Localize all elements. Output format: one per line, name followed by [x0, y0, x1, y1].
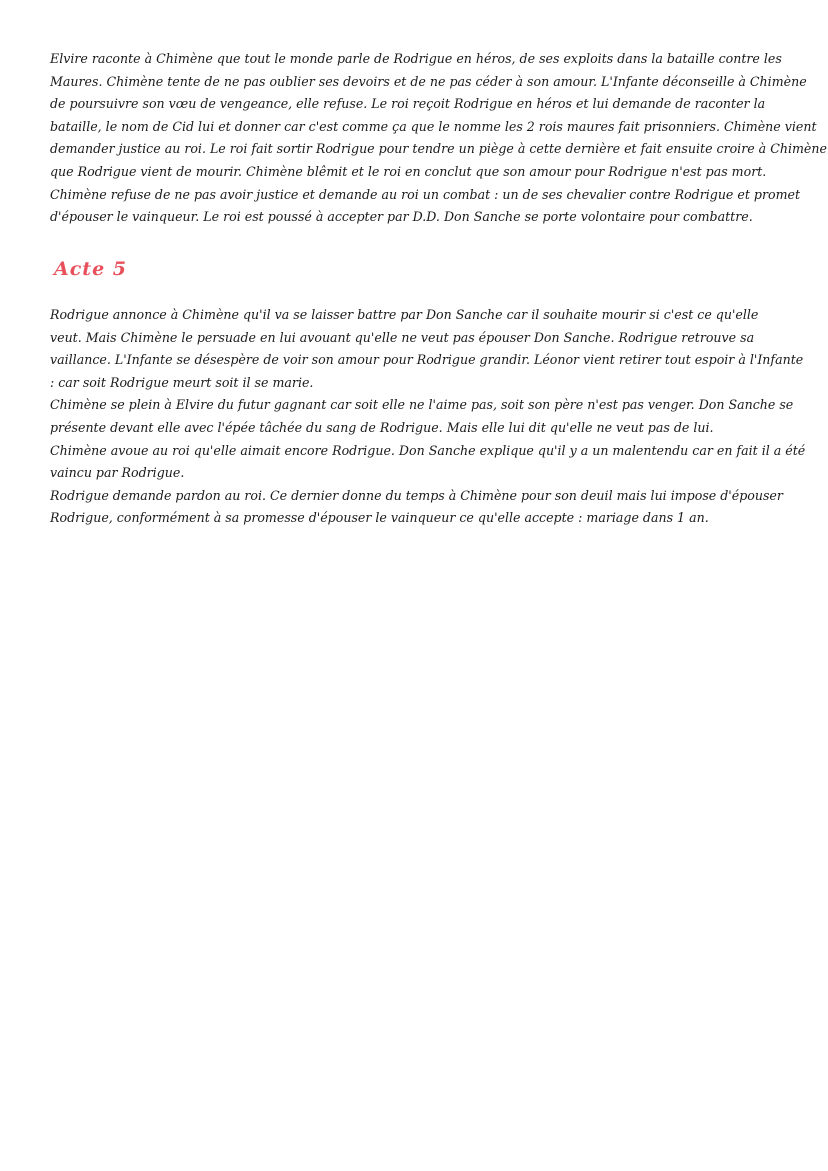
text-line: que Rodrigue vient de mourir. Chimène blêmit et le roi en conclut que son amour pour Rodrigue n'est pas mort. [50, 163, 767, 179]
text-line: bataille, le nom de Cid lui et donner car c'est comme ça que le nomme les 2 rois maures fait prisonniers. Chimène vient [50, 118, 817, 134]
text-line: de poursuivre son vœu de vengeance, elle refuse. Le roi reçoit Rodrigue en héros et lui demande de raconter la [50, 96, 766, 112]
text-line: veut. Mais Chimène le persuade en lui avouant qu'elle ne veut pas épouser Don Sanche. Rodrigue retrouve sa [50, 329, 755, 345]
text-line: Rodrigue annonce à Chimène qu'il va se laisser battre par Don Sanche car il souhaite mourir si c'est ce qu'elle [50, 307, 759, 322]
acte4-summary-paragraph [50, 48, 827, 229]
acte5-summary-paragraph [50, 304, 806, 530]
text-line: Maures. Chimène tente de ne pas oublier ses devoirs et de ne pas céder à son amour. L'Infante déconseille à Chimène [50, 73, 807, 89]
text-line: Rodrigue demande pardon au roi. Ce dernier donne du temps à Chimène pour son deuil mais lui impose d'épouser [50, 487, 783, 503]
text-line: Chimène se plein à Elvire du futur gagnant car soit elle ne l'aime pas, soit son père n'est pas venger. Don Sanche se [50, 397, 794, 413]
text-line: Chimène refuse de ne pas avoir justice et demande au roi un combat : un de ses chevalier contre Rodrigue et promet [50, 186, 801, 202]
text-line: Rodrigue, conformément à sa promesse d'épouser le vainqueur ce qu'elle accepte : mariage dans 1 an. [50, 510, 709, 526]
text-line: vaillance. L'Infante se désespère de voir son amour pour Rodrigue grandir. Léonor vient retirer tout espoir à l'Infante [50, 352, 804, 368]
text-line: d'épouser le vainqueur. Le roi est poussé à accepter par D.D. Don Sanche se porte volontaire pour combattre. [50, 209, 753, 225]
text-line: demander justice au roi. Le roi fait sortir Rodrigue pour tendre un piège à cette dernière et fait ensuite croire à Chimène [50, 141, 827, 157]
text-line: Chimène avoue au roi qu'elle aimait encore Rodrigue. Don Sanche explique qu'il y a un malentendu car en fait il a été [50, 442, 806, 458]
text-line: Elvire raconte à Chimène que tout le monde parle de Rodrigue en héros, de ses exploits dans la bataille contre les [50, 51, 782, 66]
acte5-heading: Acte 5 [54, 258, 128, 280]
text-line: vaincu par Rodrigue. [50, 465, 185, 481]
text-line: présente devant elle avec l'épée tâchée du sang de Rodrigue. Mais elle lui dit qu'elle ne veut pas de lui. [50, 419, 714, 435]
text-line: : car soit Rodrigue meurt soit il se marie. [50, 374, 314, 390]
